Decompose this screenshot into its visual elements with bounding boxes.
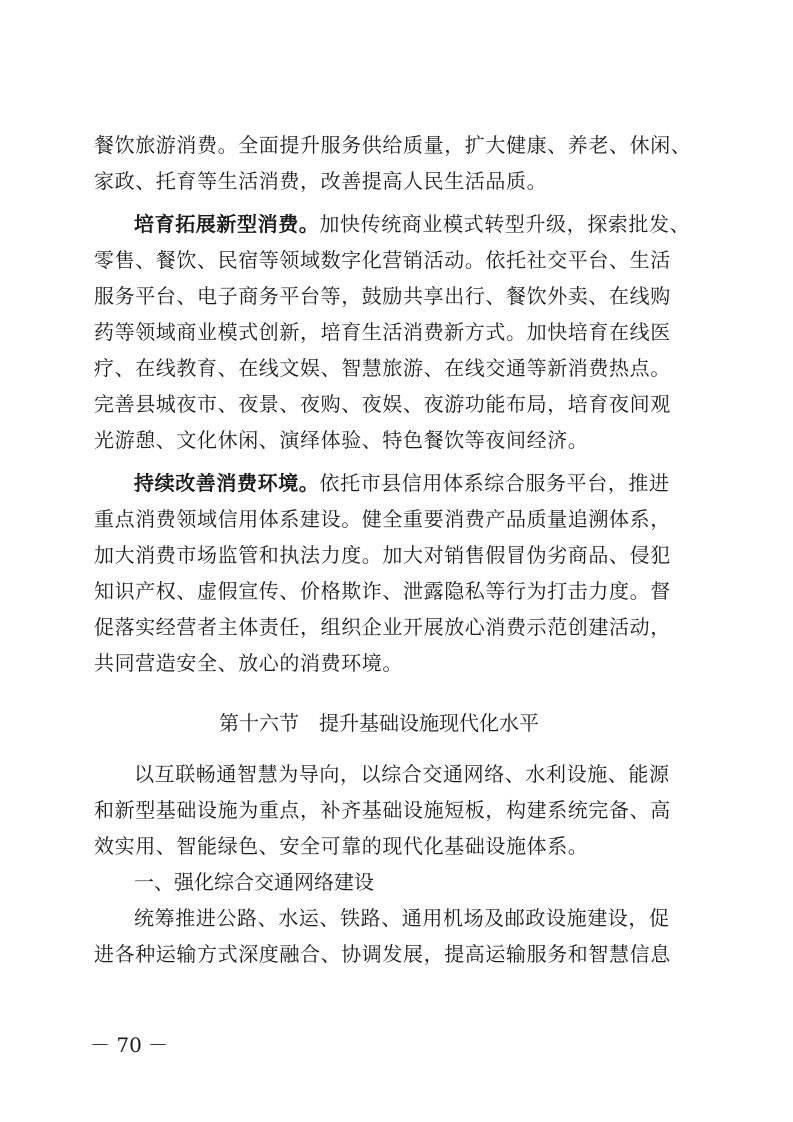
text-line: 家政、托育等生活消费，改善提高人民生活品质。 — [94, 169, 548, 193]
text-line — [94, 465, 700, 501]
text-line: 完善县城夜市、夜景、夜购、夜娱、夜游功能布局，培育夜间观 — [94, 392, 671, 416]
text-line: 共同营造安全、放心的消费环境。 — [94, 651, 403, 675]
paragraph-lead: 培育拓展新型消费。 — [134, 212, 320, 236]
body-text — [94, 127, 700, 972]
text-line: 促落实经营者主体责任，组织企业开展放心消费示范创建活动， — [94, 615, 671, 639]
text-line: 疗、在线教育、在线文娱、智慧旅游、在线交通等新消费热点。 — [94, 356, 671, 380]
text-span: 依托市县信用体系综合服务平台，推进 — [319, 471, 670, 495]
text-line: 餐饮旅游消费。全面提升服务供给质量，扩大健康、养老、休闲、 — [94, 133, 692, 157]
paragraph-consumption-quality — [94, 127, 700, 199]
text-line: 统筹推进公路、水运、铁路、通用机场及邮政设施建设，促 — [134, 906, 670, 930]
paragraph-infrastructure-intro — [94, 756, 700, 864]
text-line: 进各种运输方式深度融合、协调发展，提高运输服务和智慧信息 — [94, 942, 671, 966]
text-line: 光游憩、文化休闲、演绎体验、特色餐饮等夜间经济。 — [94, 428, 589, 452]
text-line: 重点消费领域信用体系建设。健全重要消费产品质量追溯体系， — [94, 507, 671, 531]
paragraph-lead: 持续改善消费环境。 — [134, 471, 320, 495]
text-line: 加大消费市场监管和执法力度。加大对销售假冒伪劣商品、侵犯 — [94, 543, 671, 567]
text-line: 效实用、智能绿色、安全可靠的现代化基础设施体系。 — [94, 834, 589, 858]
section-title: 第十六节 提升基础设施现代化水平 — [219, 711, 539, 735]
subsection-title: 一、强化综合交通网络建设 — [134, 870, 374, 894]
paragraph-new-consumption — [94, 206, 700, 458]
text-line: 以互联畅通智慧为导向，以综合交通网络、水利设施、能源 — [134, 762, 670, 786]
page-number: － 70 － — [90, 1033, 169, 1057]
text-line — [94, 206, 700, 242]
text-line: 零售、餐饮、民宿等领域数字化营销活动。依托社交平台、生活 — [94, 248, 671, 272]
text-line: 药等领域商业模式创新，培育生活消费新方式。加快培育在线医 — [94, 320, 671, 344]
paragraph-transport-network — [94, 900, 700, 972]
paragraph-consumption-environment — [94, 465, 700, 681]
text-span: 加快传统商业模式转型升级，探索批发、 — [319, 212, 691, 236]
text-line: 知识产权、虚假宣传、价格欺诈、泄露隐私等行为打击力度。督 — [94, 579, 671, 603]
text-line: 服务平台、电子商务平台等，鼓励共享出行、餐饮外卖、在线购 — [94, 284, 671, 308]
text-line: 和新型基础设施为重点，补齐基础设施短板，构建系统完备、高 — [94, 798, 671, 822]
